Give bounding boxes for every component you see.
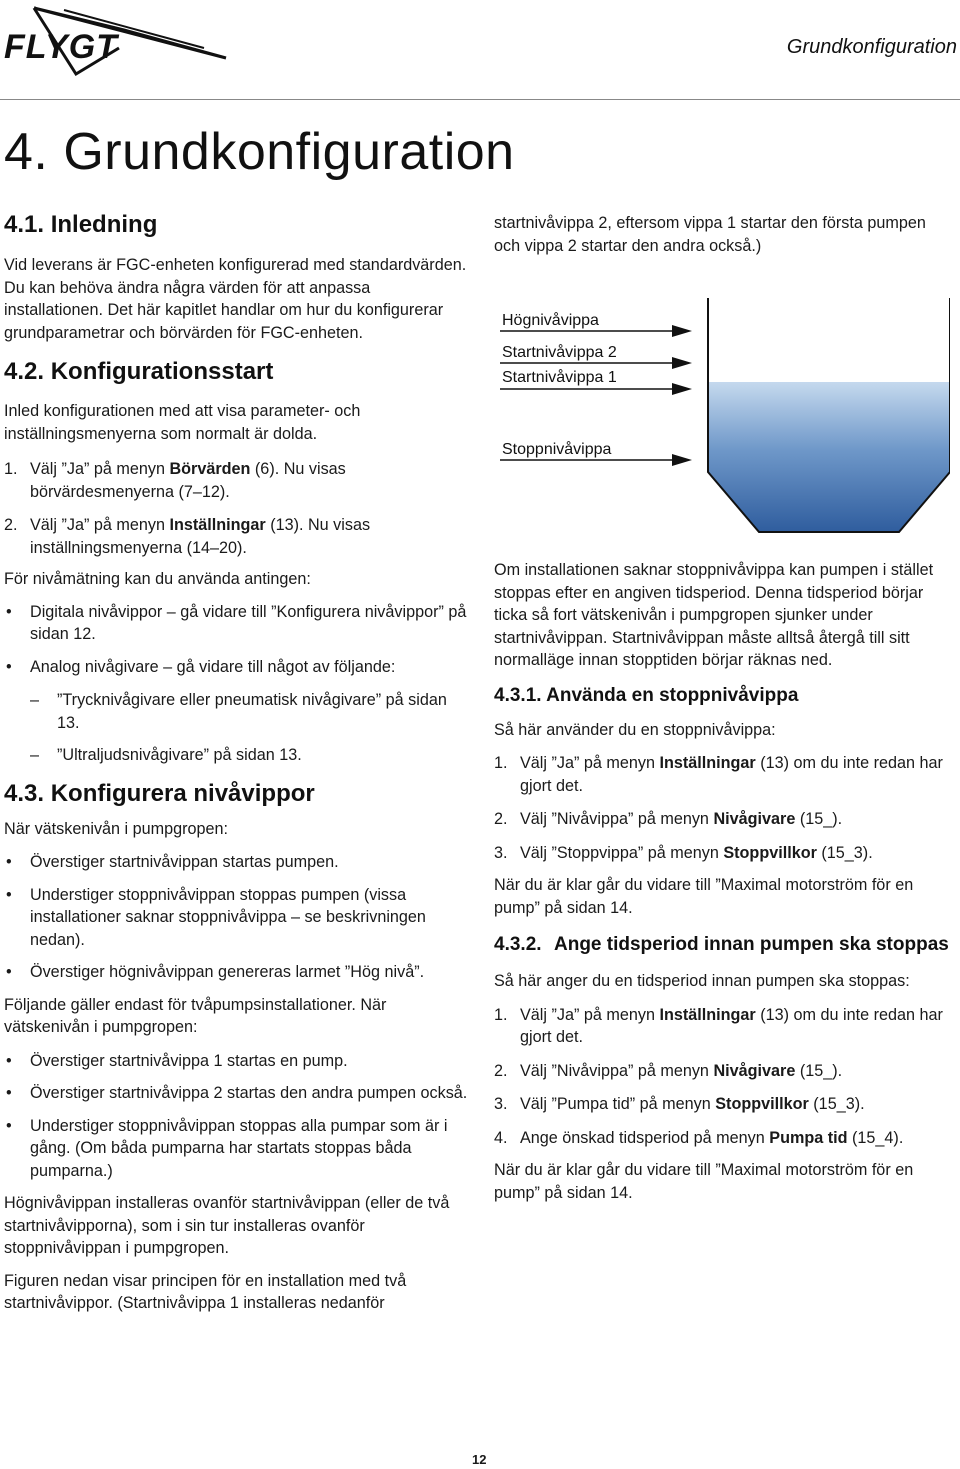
menu-name: Pumpa tid [769,1128,848,1147]
menu-name: Nivågivare [713,810,796,828]
step-text: (15_). [795,1061,843,1080]
paragraph-intro: Vid leverans är FGC-enheten konfigurerad med standardvärden. Du kan behöva ändra några värden för att anpassa installationen. Det här kapitlet handlar om hur du konfigurerar grundparametrar och börvärden för FGC-enheten. [4,256,467,342]
pump-sump-diagram [494,294,950,544]
heading-text: Ange tidsperiod innan pumpen ska stoppas [554,934,949,955]
high-level-arrow-icon [672,325,692,337]
label-start2: Startnivåvippa 2 [502,344,617,361]
paragraph-high-install: Högnivåvippan installeras ovanför startnivåvippan (eller de två startnivåvipporna), som i sin tur installeras ovanför stoppnivåvippan i pumpgropen. [4,1194,450,1257]
step-text: Välj ”Stoppvippa” på menyn [520,843,724,862]
heading-4-3-2 [494,932,954,958]
step-text: Välj ”Ja” på menyn [30,460,170,478]
bullet-start1: • Överstiger startnivåvippa 1 startas en pump. [4,1050,469,1073]
bullet-digital: • Digitala nivåvippor – gå vidare till ”Konfigurera nivåvippor” på sidan 12. [4,601,469,646]
step-text: (13). Nu visas inställningsmenyerna (14–20). [30,516,371,557]
start1-arrow-icon [672,383,692,395]
step-432-3 [494,1093,954,1116]
right-column-top [494,212,954,257]
step-text: Välj ”Pumpa tid” på menyn [520,1095,716,1113]
flygt-logo [4,4,229,82]
step-text: Välj ”Nivåvippa” på menyn [520,1061,714,1080]
step-431-1 [494,752,954,797]
step-text: (15_3). [816,843,873,862]
paragraph-when-level: När vätskenivån i pumpgropen: [4,819,229,838]
step-432-1 [494,1004,954,1049]
step-432-4 [494,1127,954,1150]
bullet-analog: • Analog nivågivare – gå vidare till något av följande: [4,656,469,679]
step-431-2 [494,808,954,831]
paragraph-next-432: När du är klar går du vidare till ”Maximal motorström för en pump” på sidan 14. [494,1161,914,1202]
heading-4-1: 4.1. Inledning [4,211,158,238]
step-text: (15_4). [847,1128,904,1147]
dash-pressure: – ”Trycknivågivare eller pneumatisk nivågivare” på sidan 13. [4,689,469,734]
paragraph-next-431: När du är klar går du vidare till ”Maximal motorström för en pump” på sidan 14. [494,876,914,917]
step-number: 1. [494,1005,508,1024]
step-number: 3. [494,843,508,862]
paragraph-level-measure: För nivåmätning kan du använda antingen: [4,570,311,588]
step-number: 3. [494,1095,508,1113]
paragraph-config-start: Inled konfigurationen med att visa parameter- och inställningsmenyerna som normalt är dolda. [4,402,361,443]
heading-4-2: 4.2. Konfigurationsstart [4,358,274,385]
liquid-fill [708,382,950,532]
stop-arrow-icon [672,454,692,466]
step-text: Ange önskad tidsperiod på menyn [520,1128,770,1147]
heading-4-3: 4.3. Konfigurera nivåvippor [4,779,315,807]
running-header-title: Grundkonfiguration [786,36,957,58]
bullet-high: • Överstiger högnivåvippan genereras larmet ”Hög nivå”. [4,961,469,984]
paragraph-use-stop: Så här använder du en stoppnivåvippa: [494,720,776,739]
right-column-bottom [494,559,954,1204]
start2-arrow-icon [672,357,692,369]
menu-name: Stoppvillkor [723,843,817,862]
chapter-title: 4. Grundkonfiguration [4,123,515,181]
paragraph-two-pump: Följande gäller endast för tvåpumpsinstallationer. När vätskenivån i pumpgropen: [4,995,387,1036]
step-1 [4,458,469,503]
label-high-level: Högnivåvippa [502,312,599,329]
paragraph-figure-intro: Figuren nedan visar principen för en installation med två startnivåvippor. (Startnivåvippa 1 installeras nedanför [4,1271,407,1312]
step-text: (13) om du inte redan har gjort det. [520,1005,943,1046]
step-text: (6). Nu visas börvärdesmenyerna (7–12). [30,460,346,501]
menu-name: Inställningar [659,1005,756,1024]
step-text: (15_). [795,810,843,828]
paragraph-no-stop: Om installationen saknar stoppnivåvippa kan pumpen i stället stoppas efter en angiven tidsperiod. Denna tidsperiod börjar ticka så fort vätskenivån i pumpgropen sjunker under startnivåvippan. Startnivåvippan måste alltså återgå till sitt normalläge innan stopptiden börjar räknas ned. [494,561,934,669]
left-column [4,210,469,1315]
step-number: 2. [494,810,508,828]
step-number: 2. [4,516,18,534]
label-stop: Stoppnivåvippa [502,441,612,458]
menu-name: Nivågivare [713,1061,796,1080]
step-431-3 [494,842,954,865]
menu-name: Inställningar [659,754,756,772]
paragraph-continued: startnivåvippa 2, eftersom vippa 1 startar den första pumpen och vippa 2 startar den andra också.) [494,214,926,255]
step-text: Välj ”Ja” på menyn [30,516,170,534]
dash-ultrasonic: – ”Ultraljudsnivågivare” på sidan 13. [4,744,469,767]
step-number: 1. [4,460,18,478]
heading-number: 4.3.2. [494,934,542,955]
step-number: 2. [494,1061,508,1080]
step-text: Välj ”Ja” på menyn [520,754,660,772]
bullet-stop-all: • Understiger stoppnivåvippan stoppas alla pumpar som är i gång. (Om båda pumparna har startats stoppas båda pumparna.) [4,1115,469,1183]
label-start1: Startnivåvippa 1 [502,369,617,386]
heading-4-3-1: 4.3.1. Använda en stoppnivåvippa [494,684,799,706]
step-number: 1. [494,754,508,772]
step-432-2 [494,1060,954,1083]
step-text: (13) om du inte redan har gjort det. [520,754,943,795]
step-text: Välj ”Ja” på menyn [520,1005,660,1024]
step-text: Välj ”Nivåvippa” på menyn [520,810,714,828]
page-header [0,0,960,100]
step-number: 4. [494,1128,508,1147]
paragraph-set-time: Så här anger du en tidsperiod innan pumpen ska stoppas: [494,972,910,990]
menu-name: Inställningar [169,516,266,534]
menu-name: Börvärden [169,460,251,478]
step-2 [4,514,469,559]
page-number: 12 [472,1452,487,1467]
header-divider [0,99,960,100]
bullet-start2: • Överstiger startnivåvippa 2 startas den andra pumpen också. [4,1082,469,1105]
logo-wordmark: FLYGT [4,28,118,66]
menu-name: Stoppvillkor [715,1095,809,1113]
bullet-start: • Överstiger startnivåvippan startas pumpen. [4,851,469,874]
bullet-stop: • Understiger stoppnivåvippan stoppas pumpen (vissa installationer saknar stoppnivåvippa – se beskrivningen nedan). [4,884,469,952]
step-text: (15_3). [808,1095,865,1113]
